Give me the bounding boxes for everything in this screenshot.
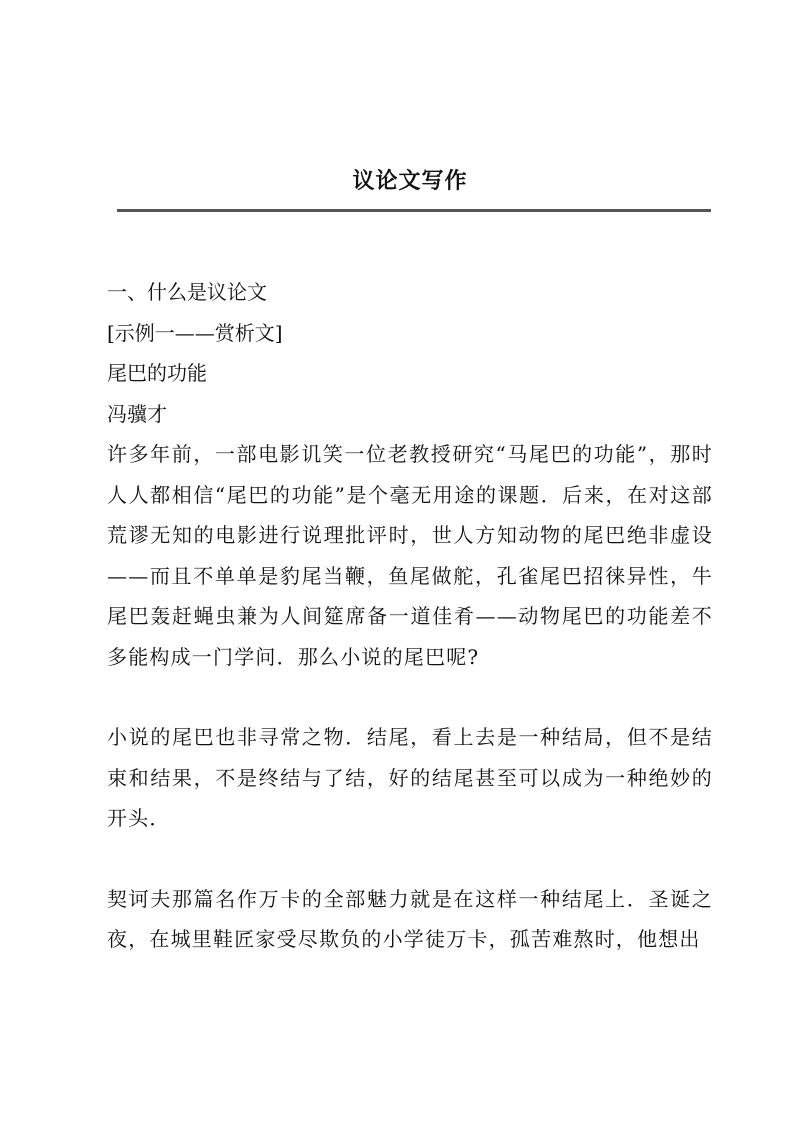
- document-title: 议论文写作: [352, 168, 468, 194]
- paragraph-spacer: [107, 677, 713, 717]
- title-divider: [117, 209, 711, 212]
- article-title: 尾巴的功能: [107, 361, 207, 385]
- document-body: [107, 272, 713, 960]
- paragraph-2: 小说的尾巴也非寻常之物．结尾，看上去是一种结局，但不是结束和结果，不是终结与了结，好的结尾甚至可以成为一种绝妙的开头．: [107, 725, 713, 830]
- paragraph-3: 契诃夫那篇名作万卡的全部魅力就是在这样一种结尾上．圣诞之夜，在城里鞋匠家受尽欺负的小学徒万卡，孤苦难熬时，他想出: [107, 886, 713, 951]
- article-author: 冯骥才: [107, 401, 167, 426]
- example-label: [示例一——赏析文]: [107, 320, 283, 345]
- paragraph-1: 许多年前，一部电影讥笑一位老教授研究“马尾巴的功能”，那时人人都相信“尾巴的功能”是个毫无用途的课题．后来，在对这部荒谬无知的电影进行说理批评时，世人方知动物的尾巴绝非虚设——而且不单单是豹尾当鞭，鱼尾做舵，孔雀尾巴招徕异性，牛尾巴轰赶蝇虫兼为人间筵席备一道佳肴——动物尾巴的功能差不多能构成一门学问．那么小说的尾巴呢?: [107, 442, 713, 669]
- paragraph-spacer: [107, 839, 713, 879]
- section-heading: 一、什么是议论文: [107, 280, 267, 304]
